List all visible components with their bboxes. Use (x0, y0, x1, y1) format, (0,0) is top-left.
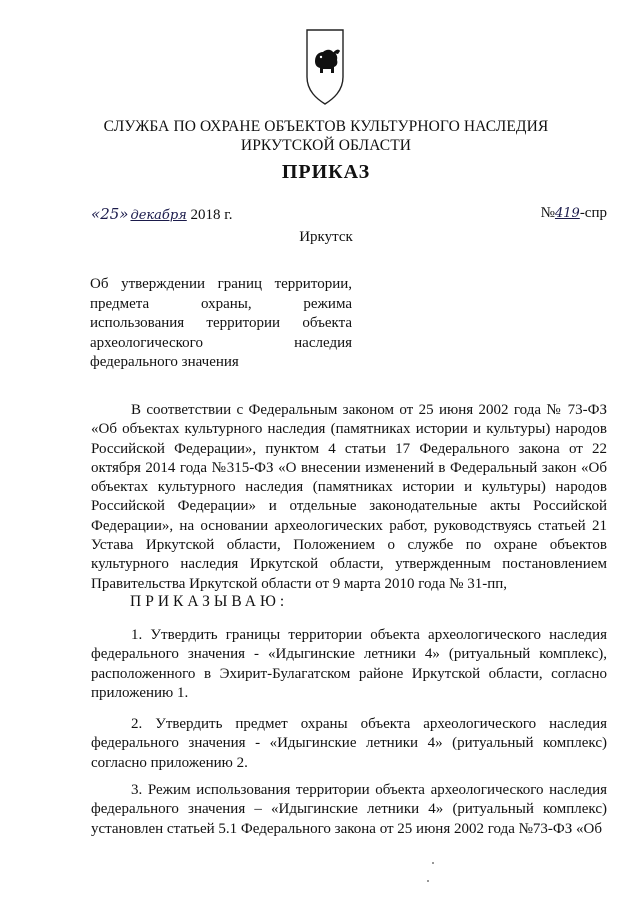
date-year: 2018 г. (190, 207, 233, 223)
order-number (541, 205, 607, 222)
org-line-2: ИРКУТСКОЙ ОБЛАСТИ (240, 137, 412, 154)
order-item-1: 1. Утвердить границы территории объекта археологического наследия федерального значения - «Идыгинские летники 4» (ритуальный комплекс), расположенного в Эхирит-Булагатском районе Иркутской области, согласно приложению 1. (91, 627, 607, 701)
order-heading: ПРИКАЗЫВАЮ: (130, 593, 289, 610)
scan-speck (427, 880, 429, 882)
date-open-quote: « (91, 205, 101, 223)
coat-of-arms-icon (303, 27, 347, 107)
date-day-handwritten: 25 (100, 205, 120, 223)
number-handwritten: 419 (554, 206, 580, 221)
city: Иркутск (299, 229, 353, 245)
org-line-1: СЛУЖБА ПО ОХРАНЕ ОБЪЕКТОВ КУЛЬТУРНОГО НАСЛЕДИЯ (103, 118, 549, 135)
order-item-2: 2. Утвердить предмет охраны объекта археологического наследия федерального значения - «Идыгинские летники 4» (ритуальный комплекс) согласно приложению 2. (91, 716, 607, 771)
order-subject: Об утверждении границ территории, предмета охраны, режима использования территории объекта археологического наследия федерального значения (90, 276, 352, 370)
preamble-paragraph: В соответствии с Федеральным законом от 25 июня 2002 года № 73-ФЗ «Об объектах культурного наследия (памятниках истории и культуры) народов Российской Федерации», пунктом 4 статьи 17 Федерального закона от 22 октября 2014 года №315-ФЗ «О внесении изменений в Федеральный закон «Об объектах культурного наследия (памятниках истории и культуры) народов Российской Федерации» и отдельные законодательные акты Российской Федерации», на основании археологических работ, руководствуясь статьей 21 Устава Иркутской области, Положением о службе по охране объектов культурного наследия Иркутской области, утвержденным постановлением Правительства Иркутской области от 9 марта 2010 года № 31-пп, (91, 402, 607, 592)
number-prefix: № (540, 205, 555, 221)
organization-name (60, 117, 592, 155)
document-type: ПРИКАЗ (281, 161, 371, 183)
order-item-3: 3. Режим использования территории объекта археологического наследия федерального значения – «Идыгинские летники 4» (ритуальный комплекс) установлен статьей 5.1 Федерального закона от 25 июня 2002 года №73-ФЗ «Об (91, 782, 607, 837)
order-date (91, 205, 233, 224)
date-month-handwritten: декабря (130, 208, 187, 223)
number-suffix: -спр (579, 205, 607, 221)
scan-speck (432, 862, 434, 864)
date-close-quote: » (119, 205, 129, 223)
